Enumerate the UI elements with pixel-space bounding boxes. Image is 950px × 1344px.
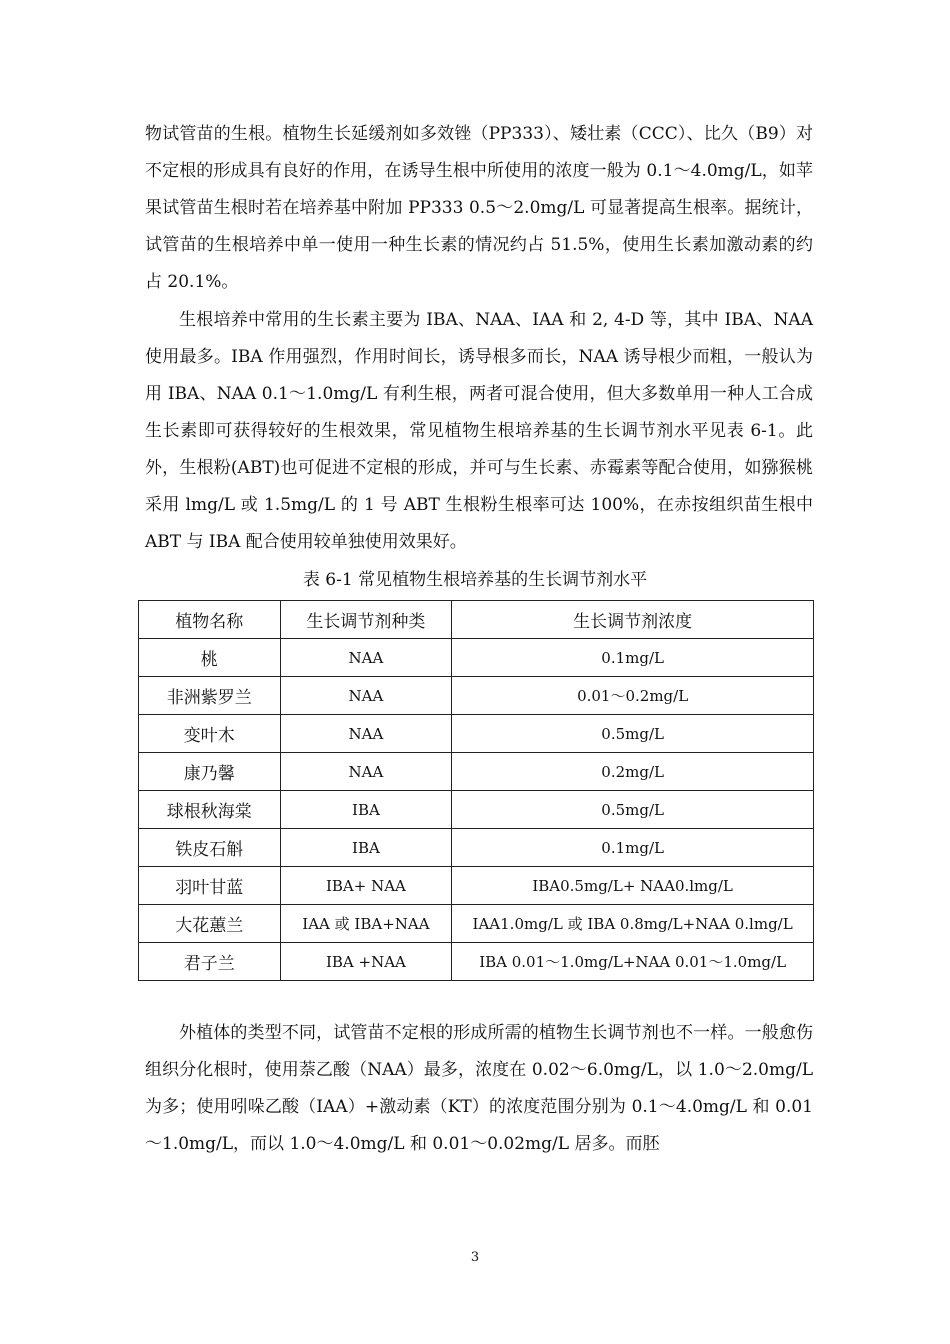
regulator-cell: NAA (280, 753, 452, 791)
table-row (139, 905, 814, 943)
table-header-row (139, 601, 814, 639)
plant-cell: 羽叶甘蓝 (139, 867, 281, 905)
table-row (139, 677, 814, 715)
paragraph-3: 外植体的类型不同，试管苗不定根的形成所需的植物生长调节剂也不一样。一般愈伤组织分化根时，使用萘乙酸（NAA）最多，浓度在 0.02～6.0mg/L，以 1.0～2.0mg/L 为多；使用吲哚乙酸（IAA）+激动素（KT）的浓度范围分别为 0.1～4.0mg/L 和 0.01～1.0mg/L，而以 1.0～4.0mg/L 和 0.01～0.02mg/L 居多。而胚 (145, 1023, 813, 1154)
plant-cell: 桃 (139, 639, 281, 677)
regulator-cell: IBA (280, 829, 452, 867)
concentration-cell: 0.1mg/L (452, 829, 814, 867)
table-row (139, 791, 814, 829)
paragraph-2: 生根培养中常用的生长素主要为 IBA、NAA、IAA 和 2, 4-D 等，其中 IBA、NAA 使用最多。IBA 作用强烈，作用时间长，诱导根多而长，NAA 诱导根少而粗，一般认为用 IBA、NAA 0.1～1.0mg/L 有利生根，两者可混合使用，但大多数单用一种人工合成生长素即可获得较好的生根效果，常见植物生根培养基的生长调节剂水平见表 6-1。此外，生根粉(ABT)也可促进不定根的形成，并可与生长素、赤霉素等配合使用，如猕猴桃采用 lmg/L 或 1.5mg/L 的 1 号 ABT 生根粉生根率可达 100%，在赤按组织苗生根中 ABT 与 IBA 配合使用较单独使用效果好。 (145, 310, 813, 552)
concentration-cell: IBA0.5mg/L+ NAA0.lmg/L (452, 867, 814, 905)
header-plant-name: 植物名称 (139, 601, 281, 639)
regulator-cell: IBA+ NAA (280, 867, 452, 905)
concentration-cell: 0.5mg/L (452, 715, 814, 753)
regulator-cell: IBA (280, 791, 452, 829)
table-caption: 表 6-1 常见植物生根培养基的生长调节剂水平 (302, 570, 648, 590)
plant-cell: 康乃馨 (139, 753, 281, 791)
concentration-cell: 0.2mg/L (452, 753, 814, 791)
table-row (139, 715, 814, 753)
regulator-cell: NAA (280, 639, 452, 677)
regulator-cell: NAA (280, 715, 452, 753)
plant-cell: 大花蕙兰 (139, 905, 281, 943)
concentration-cell: 0.01～0.2mg/L (452, 677, 814, 715)
table-row (139, 753, 814, 791)
page-number: 3 (470, 1250, 480, 1265)
concentration-cell: 0.5mg/L (452, 791, 814, 829)
table-row (139, 639, 814, 677)
table-row (139, 829, 814, 867)
concentration-cell: IAA1.0mg/L 或 IBA 0.8mg/L+NAA 0.lmg/L (452, 905, 814, 943)
growth-regulator-table (138, 600, 814, 981)
paragraph-1: 物试管苗的生根。植物生长延缓剂如多效锉（PP333）、矮壮素（CCC）、比久（B9）对不定根的形成具有良好的作用，在诱导生根中所使用的浓度一般为 0.1～4.0mg/L，如苹果试管苗生根时若在培养基中附加 PP333 0.5～2.0mg/L 可显著提高生根率。据统计，试管苗的生根培养中单一使用一种生长素的情况约占 51.5%，使用生长素加激动素的约占 20.1%。 (145, 124, 813, 292)
concentration-cell: IBA 0.01～1.0mg/L+NAA 0.01～1.0mg/L (452, 943, 814, 981)
plant-cell: 变叶木 (139, 715, 281, 753)
table-row (139, 867, 814, 905)
plant-cell: 铁皮石斛 (139, 829, 281, 867)
plant-cell: 君子兰 (139, 943, 281, 981)
header-regulator-type: 生长调节剂种类 (280, 601, 452, 639)
regulator-cell: IBA +NAA (280, 943, 452, 981)
plant-cell: 非洲紫罗兰 (139, 677, 281, 715)
regulator-cell: IAA 或 IBA+NAA (280, 905, 452, 943)
regulator-cell: NAA (280, 677, 452, 715)
header-regulator-concentration: 生长调节剂浓度 (452, 601, 814, 639)
table-row (139, 943, 814, 981)
concentration-cell: 0.1mg/L (452, 639, 814, 677)
plant-cell: 球根秋海棠 (139, 791, 281, 829)
